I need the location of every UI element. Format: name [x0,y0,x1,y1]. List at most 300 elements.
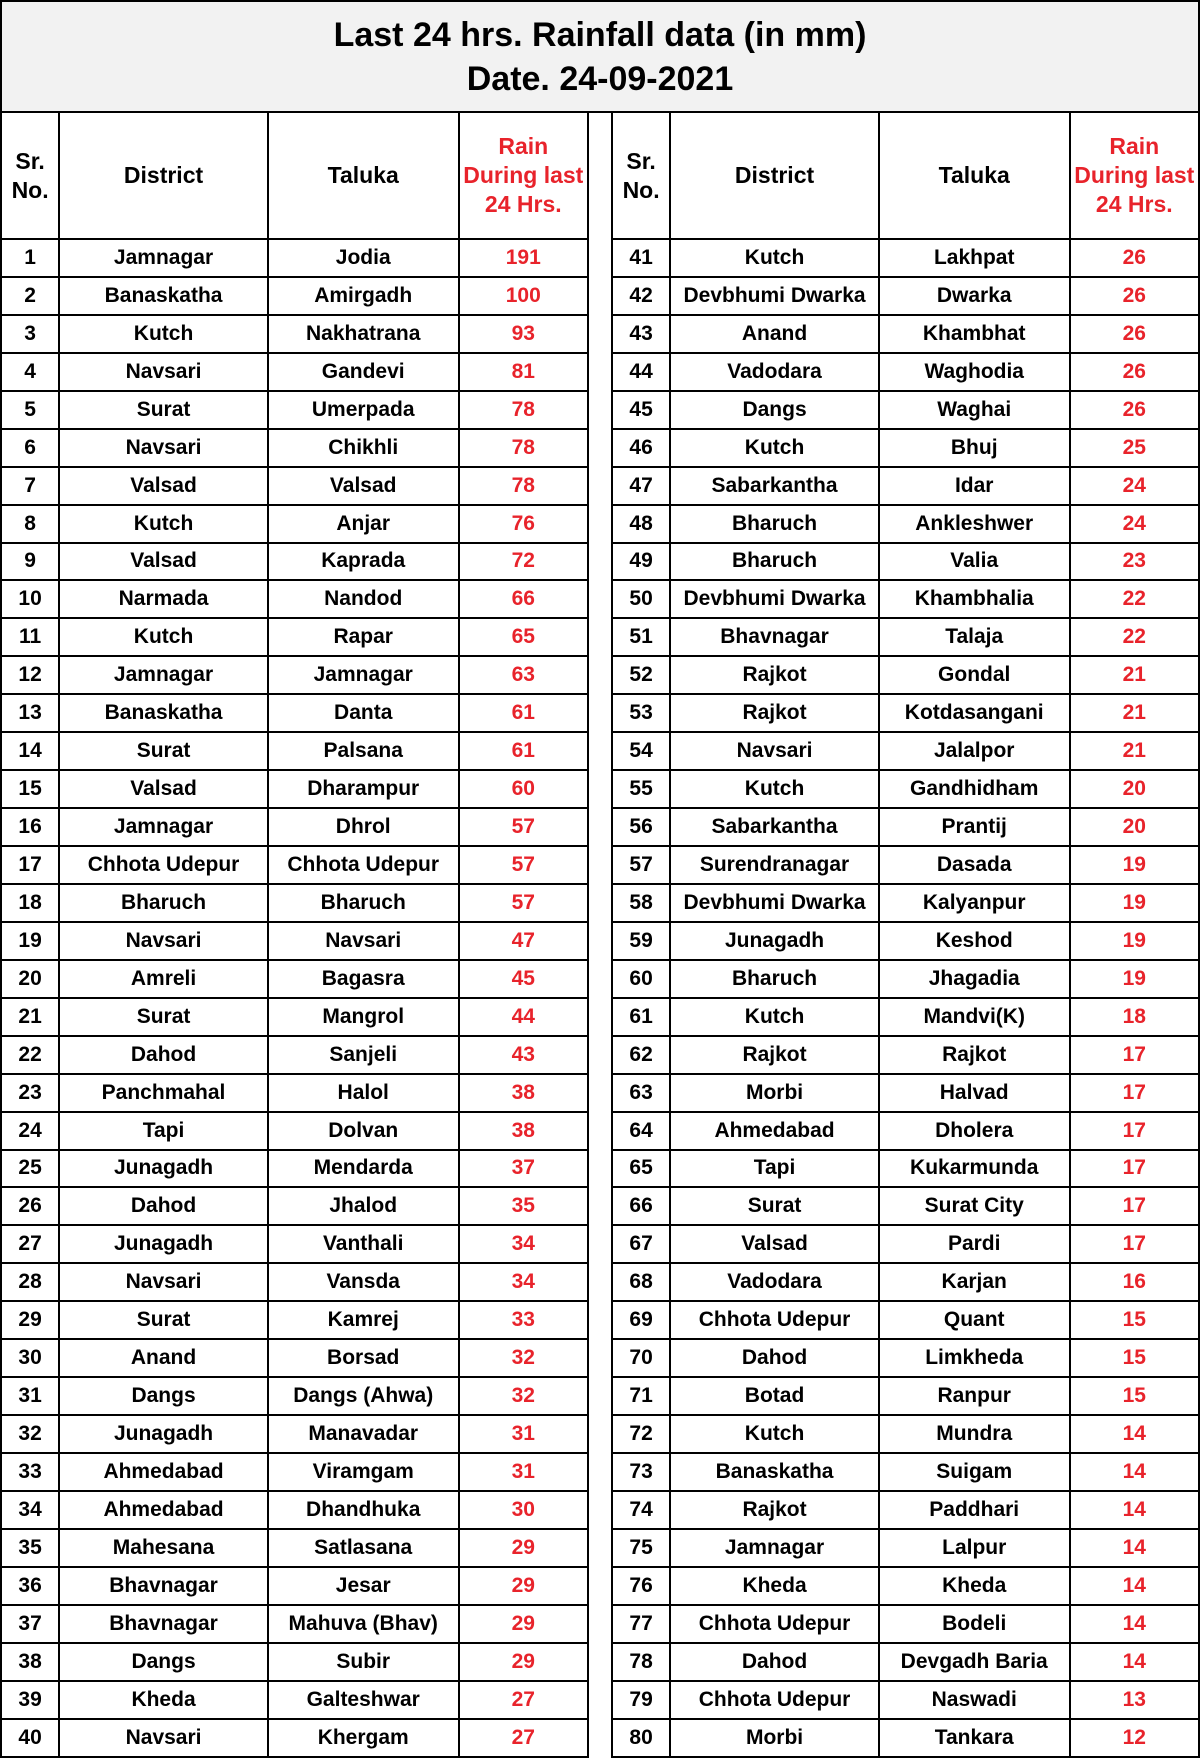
cell-rain: 22 [1070,618,1199,656]
table-row [1,618,588,656]
cell-taluka: Amirgadh [268,277,459,315]
cell-taluka: Idar [879,467,1070,505]
cell-sr-no: 17 [1,846,59,884]
cell-sr-no: 49 [612,543,670,581]
header-sr-no: Sr. No. [612,112,670,239]
cell-taluka: Suigam [879,1453,1070,1491]
cell-rain: 57 [459,846,588,884]
title-line-2: Date. 24-09-2021 [466,59,734,98]
table-row [612,732,1199,770]
table-row [612,1187,1199,1225]
cell-rain: 78 [459,391,588,429]
cell-district: Rajkot [670,656,879,694]
cell-taluka: Waghodia [879,353,1070,391]
cell-sr-no: 38 [1,1643,59,1681]
cell-district: Bhavnagar [670,618,879,656]
cell-taluka: Anjar [268,505,459,543]
table-row [1,1225,588,1263]
cell-rain: 93 [459,315,588,353]
cell-taluka: Vanthali [268,1225,459,1263]
table-row [612,505,1199,543]
cell-taluka: Dhandhuka [268,1491,459,1529]
table-row [1,391,588,429]
cell-rain: 16 [1070,1263,1199,1301]
cell-rain: 19 [1070,960,1199,998]
cell-taluka: Dhrol [268,808,459,846]
table-row [1,353,588,391]
cell-district: Dangs [670,391,879,429]
cell-district: Narmada [59,580,268,618]
header-taluka: Taluka [268,112,459,239]
cell-district: Anand [670,315,879,353]
cell-district: Surat [59,998,268,1036]
cell-sr-no: 73 [612,1453,670,1491]
cell-sr-no: 10 [1,580,59,618]
cell-sr-no: 62 [612,1036,670,1074]
cell-sr-no: 1 [1,239,59,277]
table-row [612,315,1199,353]
cell-sr-no: 51 [612,618,670,656]
cell-taluka: Mangrol [268,998,459,1036]
cell-taluka: Palsana [268,732,459,770]
table-row [1,1339,588,1377]
cell-district: Kutch [670,429,879,467]
cell-taluka: Ankleshwer [879,505,1070,543]
cell-district: Devbhumi Dwarka [670,277,879,315]
cell-sr-no: 69 [612,1301,670,1339]
cell-district: Valsad [59,770,268,808]
cell-district: Ahmedabad [59,1453,268,1491]
cell-sr-no: 46 [612,429,670,467]
cell-rain: 29 [459,1605,588,1643]
cell-district: Jamnagar [670,1529,879,1567]
table-row [1,1377,588,1415]
table-row [612,1605,1199,1643]
cell-sr-no: 75 [612,1529,670,1567]
cell-sr-no: 31 [1,1377,59,1415]
cell-sr-no: 64 [612,1112,670,1150]
table-row [612,353,1199,391]
cell-rain: 15 [1070,1339,1199,1377]
cell-taluka: Pardi [879,1225,1070,1263]
cell-sr-no: 56 [612,808,670,846]
cell-rain: 45 [459,960,588,998]
cell-rain: 14 [1070,1453,1199,1491]
table-row [1,1453,588,1491]
cell-taluka: Bodeli [879,1605,1070,1643]
cell-rain: 20 [1070,808,1199,846]
cell-rain: 38 [459,1112,588,1150]
header-rain: Rain During last 24 Hrs. [459,112,588,239]
table-row [612,1036,1199,1074]
cell-rain: 44 [459,998,588,1036]
cell-rain: 37 [459,1150,588,1188]
cell-taluka: Paddhari [879,1491,1070,1529]
cell-district: Devbhumi Dwarka [670,884,879,922]
cell-taluka: Borsad [268,1339,459,1377]
cell-district: Kheda [670,1567,879,1605]
table-row [612,1567,1199,1605]
table-row [612,1263,1199,1301]
cell-rain: 21 [1070,656,1199,694]
table-row [612,694,1199,732]
cell-district: Banaskatha [670,1453,879,1491]
cell-district: Bharuch [670,543,879,581]
table-row [612,1150,1199,1188]
table-row [612,429,1199,467]
table-row [612,960,1199,998]
cell-rain: 14 [1070,1529,1199,1567]
cell-sr-no: 14 [1,732,59,770]
cell-sr-no: 30 [1,1339,59,1377]
cell-rain: 47 [459,922,588,960]
cell-district: Banaskatha [59,694,268,732]
cell-district: Chhota Udepur [670,1301,879,1339]
cell-sr-no: 25 [1,1150,59,1188]
cell-rain: 17 [1070,1074,1199,1112]
table-row [1,694,588,732]
cell-sr-no: 52 [612,656,670,694]
table-row [612,770,1199,808]
cell-taluka: Kheda [879,1567,1070,1605]
cell-rain: 32 [459,1339,588,1377]
table-row [1,277,588,315]
cell-taluka: Mandvi(K) [879,998,1070,1036]
cell-taluka: Manavadar [268,1415,459,1453]
cell-sr-no: 5 [1,391,59,429]
cell-rain: 23 [1070,543,1199,581]
cell-taluka: Khambhat [879,315,1070,353]
cell-rain: 24 [1070,505,1199,543]
table-row [1,1491,588,1529]
cell-taluka: Karjan [879,1263,1070,1301]
table-row [1,1150,588,1188]
cell-rain: 14 [1070,1415,1199,1453]
cell-sr-no: 80 [612,1719,670,1757]
cell-taluka: Kalyanpur [879,884,1070,922]
cell-rain: 27 [459,1719,588,1757]
cell-sr-no: 54 [612,732,670,770]
cell-district: Morbi [670,1719,879,1757]
table-row [1,770,588,808]
cell-rain: 17 [1070,1036,1199,1074]
cell-district: Sabarkantha [670,808,879,846]
cell-district: Dangs [59,1643,268,1681]
cell-district: Bharuch [670,960,879,998]
cell-taluka: Waghai [879,391,1070,429]
cell-sr-no: 61 [612,998,670,1036]
cell-rain: 26 [1070,353,1199,391]
table-row [1,429,588,467]
cell-sr-no: 47 [612,467,670,505]
cell-rain: 32 [459,1377,588,1415]
cell-taluka: Chikhli [268,429,459,467]
cell-sr-no: 4 [1,353,59,391]
cell-sr-no: 67 [612,1225,670,1263]
header-sr-no: Sr. No. [1,112,59,239]
header-rain: Rain During last 24 Hrs. [1070,112,1199,239]
cell-district: Rajkot [670,1491,879,1529]
cell-district: Navsari [59,1719,268,1757]
cell-rain: 19 [1070,884,1199,922]
cell-rain: 26 [1070,391,1199,429]
cell-district: Dangs [59,1377,268,1415]
cell-rain: 61 [459,694,588,732]
table-row [612,1719,1199,1757]
cell-sr-no: 13 [1,694,59,732]
table-row [1,315,588,353]
cell-rain: 63 [459,656,588,694]
cell-sr-no: 21 [1,998,59,1036]
cell-taluka: Kotdasangani [879,694,1070,732]
cell-sr-no: 34 [1,1491,59,1529]
table-row [612,277,1199,315]
cell-taluka: Lakhpat [879,239,1070,277]
table-row [612,808,1199,846]
header-district: District [59,112,268,239]
cell-rain: 17 [1070,1112,1199,1150]
cell-taluka: Jhalod [268,1187,459,1225]
cell-rain: 35 [459,1187,588,1225]
cell-district: Ahmedabad [670,1112,879,1150]
cell-sr-no: 40 [1,1719,59,1757]
cell-taluka: Gandhidham [879,770,1070,808]
cell-rain: 57 [459,808,588,846]
table-row [1,1187,588,1225]
cell-rain: 66 [459,580,588,618]
cell-taluka: Rapar [268,618,459,656]
cell-sr-no: 76 [612,1567,670,1605]
cell-taluka: Kukarmunda [879,1150,1070,1188]
cell-district: Bhavnagar [59,1567,268,1605]
cell-sr-no: 43 [612,315,670,353]
cell-rain: 17 [1070,1150,1199,1188]
cell-taluka: Kaprada [268,543,459,581]
cell-district: Junagadh [59,1150,268,1188]
cell-taluka: Danta [268,694,459,732]
header-district: District [670,112,879,239]
cell-district: Rajkot [670,1036,879,1074]
table-row [1,656,588,694]
cell-taluka: Halvad [879,1074,1070,1112]
cell-district: Dahod [670,1339,879,1377]
table-row [612,1112,1199,1150]
cell-rain: 22 [1070,580,1199,618]
cell-district: Kutch [670,239,879,277]
table-row [612,1339,1199,1377]
cell-rain: 31 [459,1453,588,1491]
cell-district: Jamnagar [59,239,268,277]
table-row [1,808,588,846]
cell-taluka: Prantij [879,808,1070,846]
cell-district: Bharuch [59,884,268,922]
cell-sr-no: 2 [1,277,59,315]
cell-rain: 72 [459,543,588,581]
cell-sr-no: 3 [1,315,59,353]
cell-taluka: Dharampur [268,770,459,808]
cell-taluka: Dwarka [879,277,1070,315]
cell-rain: 29 [459,1643,588,1681]
cell-district: Bharuch [670,505,879,543]
table-row [1,1301,588,1339]
table-row [612,239,1199,277]
cell-rain: 78 [459,467,588,505]
cell-sr-no: 26 [1,1187,59,1225]
cell-taluka: Nandod [268,580,459,618]
cell-taluka: Dholera [879,1112,1070,1150]
table-row [1,239,588,277]
cell-taluka: Bagasra [268,960,459,998]
cell-sr-no: 45 [612,391,670,429]
cell-taluka: Vansda [268,1263,459,1301]
cell-rain: 25 [1070,429,1199,467]
cell-district: Navsari [59,353,268,391]
table-body-left [1,239,588,1757]
cell-district: Navsari [59,429,268,467]
cell-sr-no: 74 [612,1491,670,1529]
cell-rain: 20 [1070,770,1199,808]
cell-district: Tapi [59,1112,268,1150]
cell-district: Surat [59,391,268,429]
cell-district: Dahod [59,1036,268,1074]
cell-sr-no: 42 [612,277,670,315]
cell-taluka: Ranpur [879,1377,1070,1415]
cell-sr-no: 65 [612,1150,670,1188]
cell-rain: 57 [459,884,588,922]
rainfall-table-left [0,111,589,1758]
cell-rain: 15 [1070,1377,1199,1415]
cell-rain: 78 [459,429,588,467]
table-row [1,1036,588,1074]
cell-sr-no: 41 [612,239,670,277]
cell-rain: 14 [1070,1491,1199,1529]
cell-district: Anand [59,1339,268,1377]
cell-sr-no: 63 [612,1074,670,1112]
cell-rain: 24 [1070,467,1199,505]
cell-district: Bhavnagar [59,1605,268,1643]
table-row [612,1529,1199,1567]
cell-taluka: Valia [879,543,1070,581]
cell-rain: 14 [1070,1605,1199,1643]
table-row [612,1643,1199,1681]
cell-sr-no: 71 [612,1377,670,1415]
cell-sr-no: 28 [1,1263,59,1301]
cell-rain: 17 [1070,1187,1199,1225]
table-row [612,1681,1199,1719]
title-line-1: Last 24 hrs. Rainfall data (in mm) [333,15,867,54]
cell-district: Jamnagar [59,656,268,694]
cell-district: Navsari [59,1263,268,1301]
cell-sr-no: 37 [1,1605,59,1643]
cell-taluka: Mundra [879,1415,1070,1453]
cell-district: Surat [59,732,268,770]
cell-taluka: Kamrej [268,1301,459,1339]
cell-sr-no: 33 [1,1453,59,1491]
cell-sr-no: 20 [1,960,59,998]
cell-taluka: Jamnagar [268,656,459,694]
cell-rain: 18 [1070,998,1199,1036]
cell-sr-no: 36 [1,1567,59,1605]
header-row [1,112,588,239]
cell-district: Mahesana [59,1529,268,1567]
cell-sr-no: 66 [612,1187,670,1225]
cell-rain: 29 [459,1567,588,1605]
table-row [1,1643,588,1681]
cell-sr-no: 70 [612,1339,670,1377]
cell-rain: 12 [1070,1719,1199,1757]
cell-district: Surendranagar [670,846,879,884]
cell-taluka: Chhota Udepur [268,846,459,884]
cell-district: Chhota Udepur [59,846,268,884]
cell-sr-no: 79 [612,1681,670,1719]
cell-rain: 61 [459,732,588,770]
cell-district: Kheda [59,1681,268,1719]
cell-sr-no: 68 [612,1263,670,1301]
table-row [612,656,1199,694]
cell-sr-no: 23 [1,1074,59,1112]
cell-district: Botad [670,1377,879,1415]
table-row [612,391,1199,429]
cell-sr-no: 58 [612,884,670,922]
table-row [1,884,588,922]
table-row [1,467,588,505]
tables-area [0,111,1200,1756]
cell-taluka: Dasada [879,846,1070,884]
cell-taluka: Sanjeli [268,1036,459,1074]
cell-rain: 33 [459,1301,588,1339]
cell-sr-no: 78 [612,1643,670,1681]
cell-taluka: Mahuva (Bhav) [268,1605,459,1643]
table-row [1,960,588,998]
table-row [612,1415,1199,1453]
table-row [1,1263,588,1301]
cell-district: Kutch [59,505,268,543]
cell-taluka: Jesar [268,1567,459,1605]
cell-taluka: Viramgam [268,1453,459,1491]
cell-sr-no: 12 [1,656,59,694]
cell-taluka: Galteshwar [268,1681,459,1719]
cell-district: Banaskatha [59,277,268,315]
table-row [1,505,588,543]
table-row [612,580,1199,618]
cell-district: Ahmedabad [59,1491,268,1529]
cell-rain: 26 [1070,315,1199,353]
cell-sr-no: 57 [612,846,670,884]
cell-sr-no: 7 [1,467,59,505]
report-title [0,0,1200,113]
cell-sr-no: 39 [1,1681,59,1719]
cell-rain: 13 [1070,1681,1199,1719]
cell-district: Chhota Udepur [670,1681,879,1719]
cell-rain: 26 [1070,277,1199,315]
cell-taluka: Gandevi [268,353,459,391]
cell-sr-no: 48 [612,505,670,543]
cell-district: Rajkot [670,694,879,732]
cell-sr-no: 27 [1,1225,59,1263]
cell-sr-no: 59 [612,922,670,960]
cell-district: Navsari [670,732,879,770]
cell-district: Valsad [670,1225,879,1263]
cell-rain: 29 [459,1529,588,1567]
cell-sr-no: 24 [1,1112,59,1150]
cell-taluka: Jodia [268,239,459,277]
cell-taluka: Halol [268,1074,459,1112]
cell-sr-no: 35 [1,1529,59,1567]
table-row [612,1301,1199,1339]
cell-sr-no: 44 [612,353,670,391]
table-row [1,543,588,581]
cell-taluka: Bhuj [879,429,1070,467]
